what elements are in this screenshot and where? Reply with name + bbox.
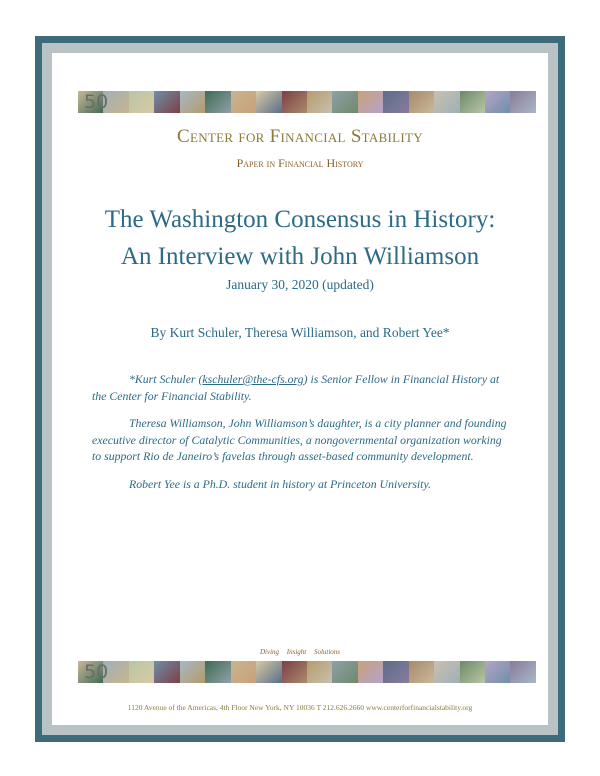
banner-segment: [205, 91, 230, 113]
banner-segment: [332, 91, 357, 113]
email-link[interactable]: kschuler@the-cfs.org: [202, 372, 304, 386]
banner-segment: [256, 661, 281, 683]
author-notes: [92, 371, 508, 503]
banner-segment: [129, 91, 154, 113]
cover-page: [52, 53, 548, 725]
outer-frame: [35, 36, 565, 742]
title-line-2: An Interview with John Williamson: [120, 243, 480, 270]
title-line-1: The Washington Consensus in History:: [104, 206, 496, 233]
banner-number: 50: [84, 91, 109, 113]
banner-segment: [510, 91, 535, 113]
currency-banner-top: [78, 91, 536, 113]
banner-number: 50: [84, 661, 109, 683]
note-yee: Robert Yee is a Ph.D. student in history at Princeton University.: [129, 476, 431, 491]
banner-segment: [180, 661, 205, 683]
banner-segment: [332, 661, 357, 683]
banner-segment: [129, 661, 154, 683]
banner-segment: [510, 661, 535, 683]
banner-segment: [307, 91, 332, 113]
banner-segment: [409, 661, 434, 683]
banner-segment: [460, 91, 485, 113]
banner-segment: [485, 91, 510, 113]
banner-segment: [307, 661, 332, 683]
banner-segment: [460, 661, 485, 683]
banner-segment: [256, 91, 281, 113]
inner-border: [42, 43, 558, 735]
organization-name: Center for Financial Stability: [177, 126, 423, 147]
note-schuler: *Kurt Schuler (kschuler@the-cfs.org) is Senior Fellow in Financial History at the Center for Financial Stability.: [92, 372, 500, 403]
banner-segment: [154, 661, 179, 683]
banner-segment: [154, 91, 179, 113]
banner-segment: [205, 661, 230, 683]
document-title: [52, 201, 548, 275]
banner-segment: [358, 91, 383, 113]
banner-segment: [485, 661, 510, 683]
currency-banner-bottom: [78, 661, 536, 683]
authors-line: By Kurt Schuler, Theresa Williamson, and Robert Yee*: [150, 325, 450, 340]
banner-segment: [282, 91, 307, 113]
banner-segment: [180, 91, 205, 113]
banner-segment: [434, 661, 459, 683]
banner-segment: [358, 661, 383, 683]
document-date: January 30, 2020 (updated): [226, 277, 374, 292]
banner-segment: [434, 91, 459, 113]
series-name: Paper in Financial History: [236, 156, 364, 170]
banner-segment: [409, 91, 434, 113]
footer-address: 1120 Avenue of the Americas, 4th Floor New York, NY 10036 T 212.626.2660 www.centerforfinancialstability.org: [127, 703, 473, 712]
banner-segment: [282, 661, 307, 683]
note-williamson: Theresa Williamson, John Williamson’s daughter, is a city planner and founding executive director of Catalytic Communities, a nongovernmental organization working to support Rio de Janeiro’s favelas through asset-based community development.: [92, 416, 507, 463]
banner-segment: [231, 91, 256, 113]
banner-segment: [383, 91, 408, 113]
banner-segment: [383, 661, 408, 683]
tagline: Diving Insight Solutions: [259, 648, 341, 656]
banner-segment: [231, 661, 256, 683]
